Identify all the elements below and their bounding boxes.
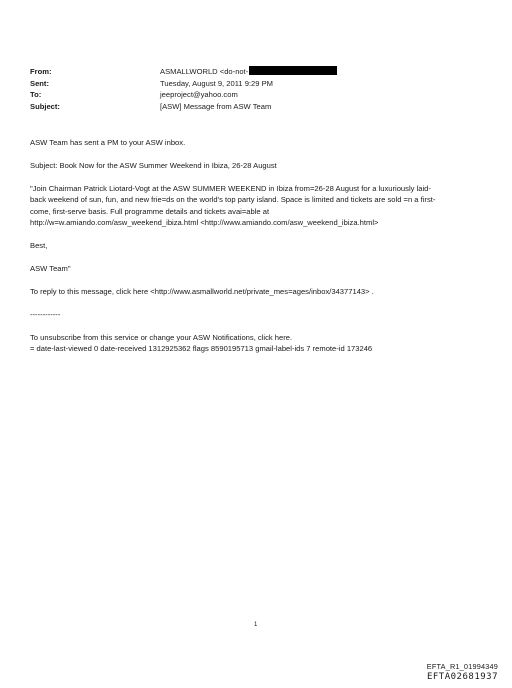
reply-instructions: To reply to this message, click here <http://www.asmallworld.net/private_mes=ages/inbox/34377143> .	[30, 286, 374, 296]
quote-line: "Join Chairman Patrick Liotard-Vogt at the ASW SUMMER WEEKEND in Ibiza from=26-28 August for a luxuriously laid-	[30, 183, 431, 193]
subject-row	[30, 101, 337, 113]
to-label: To:	[30, 90, 42, 99]
quote-line: come, first-serve basis. Full programme details and tickets avai=able at	[30, 206, 270, 216]
sent-row	[30, 78, 337, 90]
from-label: From:	[30, 67, 52, 76]
from-value	[160, 66, 337, 78]
subject-label: Subject:	[30, 101, 60, 111]
message-metadata: = date-last-viewed 0 date-received 1312925362 flags 8590195713 gmail-label-ids 7 remote-id 173246	[30, 343, 373, 353]
to-row	[30, 89, 337, 101]
message-quote	[30, 183, 490, 229]
sent-label: Sent:	[30, 78, 49, 88]
sent-value: Tuesday, August 9, 2011 9:29 PM	[160, 78, 273, 88]
closing-best: Best,	[30, 240, 48, 250]
subject-value: [ASW] Message from ASW Team	[160, 101, 272, 111]
separator-line: ------------	[30, 309, 61, 319]
redaction-bar	[249, 66, 337, 75]
pm-notice: ASW Team has sent a PM to your ASW inbox.	[30, 138, 186, 147]
from-value-text: ASMALLWORLD <do-not-	[160, 67, 249, 76]
pm-subject: Subject: Book Now for the ASW Summer Weekend in Ibiza, 26-28 August	[30, 160, 277, 170]
email-header	[30, 66, 337, 112]
page-number: 1	[254, 622, 258, 628]
closing-signoff: ASW Team"	[30, 263, 71, 273]
email-body	[30, 137, 490, 354]
bates-number-primary: EFTA_R1_01994349	[426, 662, 498, 671]
bates-number-secondary: EFTA02681937	[426, 672, 498, 682]
quote-line: http://w=w.amiando.com/asw_weekend_ibiza.html <http://www.amiando.com/asw_weekend_ibiza.html>	[30, 218, 379, 228]
from-row	[30, 66, 337, 78]
unsubscribe-text: To unsubscribe from this service or change your ASW Notifications, click here.	[30, 332, 293, 342]
quote-line: back weekend of sun, fun, and new frie=ds on the world's top party island. Space is limited and tickets are sold =n a first-	[30, 195, 436, 205]
to-value: jeeproject@yahoo.com	[160, 90, 238, 99]
